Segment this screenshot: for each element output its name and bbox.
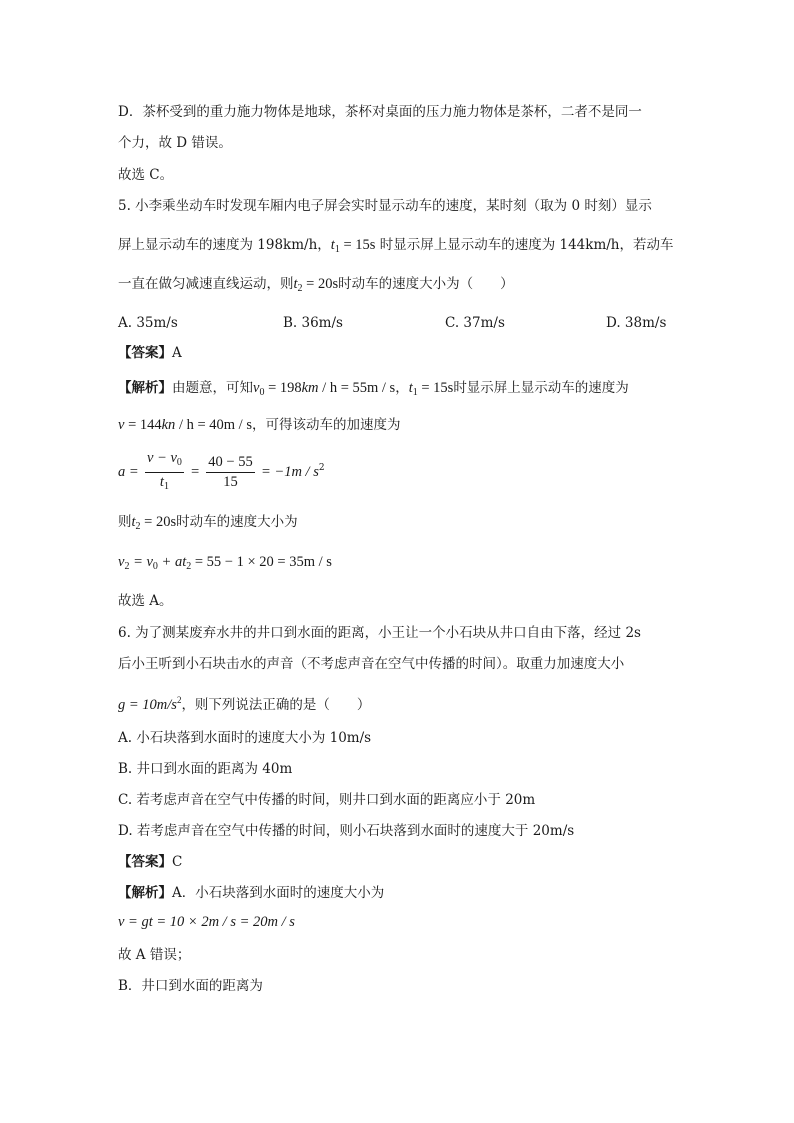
q6-option-c: C. 若考虑声音在空气中传播的时间，则井口到水面的距离应小于 20m [118, 792, 536, 808]
q5-answer: 【答案】A [118, 345, 182, 361]
q5-option-a: A. 35m/s [118, 315, 178, 331]
text-line-d-conclusion-end: 个力，故 D 错误。 [118, 135, 232, 151]
q5-stem-line3: 一直在做匀减速直线运动，则$t_2 = 20s$时动车的速度大小为（ ） [118, 276, 514, 294]
t1-expr-2: $t_1 = 15s$ [408, 380, 454, 398]
v0-expr: $v_0 = 198km / h = 55m / s$ [253, 380, 396, 398]
q6-option-d: D. 若考虑声音在空气中传播的时间，则小石块落到水面时的速度大于 20m/s [118, 823, 575, 839]
text-line-select-c: 故选 C。 [118, 167, 174, 183]
fraction-numeric: $\frac{40 - 55}{15}$ [208, 454, 253, 490]
q6-b-intro: B．井口到水面的距离为 [118, 978, 263, 994]
q6-option-b: B. 井口到水面的距离为 40m [118, 761, 293, 777]
q5-explanation-line1: 【解析】由题意，可知$v_0 = 198km / h = 55m / s$，$t_1 = 15s$时显示屏上显示动车的速度为 [118, 380, 629, 398]
q6-stem-line3: $g = 10m/s^2$，则下列说法正确的是（ ） [118, 695, 371, 713]
q6-stem-line1: 6. 为了测某废弃水井的井口到水面的距离，小王让一个小石块从井口自由下落，经过 2s [118, 625, 641, 641]
q5-option-d: D. 38m/s [606, 315, 667, 331]
vgt-formula: v = gt = 10 × 2m / s = 20m / s [118, 914, 295, 930]
t2-expr: $t_2 = 20s$ [293, 276, 339, 294]
q5-option-b: B. 36m/s [283, 315, 343, 331]
q5-stem-line1: 5. 小李乘坐动车时发现车厢内电子屏会实时显示动车的速度，某时刻（取为 0 时刻）显示 [118, 198, 652, 214]
g-expr: $g = 10m/s^2$ [118, 695, 182, 713]
text-line-d-conclusion: D．茶杯受到的重力施力物体是地球，茶杯对桌面的压力施力物体是茶杯，二者不是同一 [118, 104, 642, 120]
fraction-v-v0-over-t1: $\frac{v - v_0}{t_1}$ [146, 450, 182, 492]
q6-explanation-line1: 【解析】A．小石块落到水面时的速度大小为 [118, 885, 385, 901]
acceleration-formula: a = $\frac{v - v_0}{t_1}$ = $\frac{40 - 55}{15}$ = $-1m / s^2$ [118, 447, 325, 496]
q6-a-wrong: 故 A 错误； [118, 947, 191, 963]
q5-option-c: C. 37m/s [445, 315, 505, 331]
v2-formula: $v_2 = v_0 + at_2 = 55 - 1 \times 20 = 35m / s$ [118, 554, 332, 572]
q6-option-a: A. 小石块落到水面时的速度大小为 10m/s [118, 730, 372, 746]
q5-velocity-intro: 则$t_2 = 20s$时动车的速度大小为 [118, 514, 298, 532]
t2-expr-2: $t_2 = 20s$ [131, 514, 177, 532]
q5-select-a: 故选 A。 [118, 593, 173, 609]
q5-stem-line2: 屏上显示动车的速度为 198km/h，$t_1 = 15s$ 时显示屏上显示动车的速度为 144km/h，若动车 [118, 237, 674, 255]
t1-expr: $t_1 = 15s$ [330, 237, 376, 255]
q5-explanation-line2: v = 144kn / h = 40m / s，可得该动车的加速度为 [118, 417, 401, 433]
q6-stem-line2: 后小王听到小石块击水的声音（不考虑声音在空气中传播的时间）。取重力加速度大小 [118, 656, 625, 672]
q6-answer: 【答案】C [118, 854, 183, 870]
v-expr: v = 144kn / h = 40m / s [118, 417, 252, 433]
